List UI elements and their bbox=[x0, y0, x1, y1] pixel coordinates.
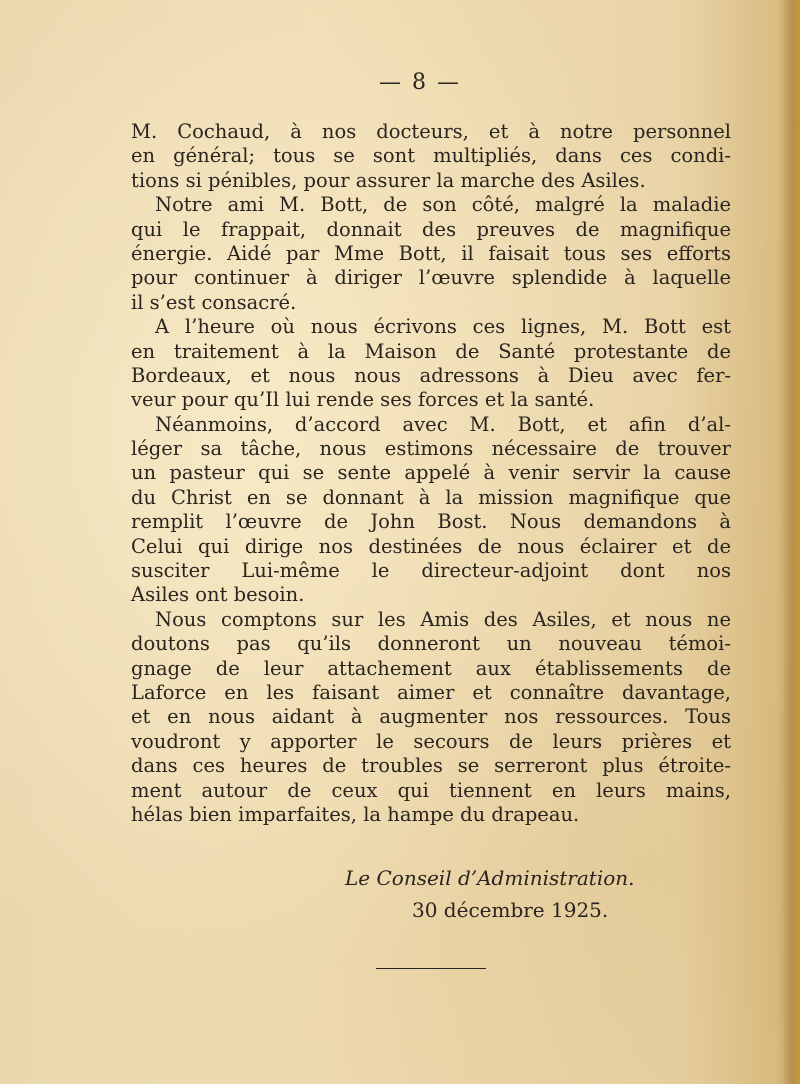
text-line: tions si pénibles, pour assurer la marche des Asiles. bbox=[131, 168, 646, 192]
body-text bbox=[131, 120, 731, 827]
text-line: remplit l’œuvre de John Bost. Nous demandons à bbox=[131, 510, 731, 534]
text-line: en traitement à la Maison de Santé protestante de bbox=[131, 339, 731, 363]
text-line: M. Cochaud, à nos docteurs, et à notre personnel bbox=[131, 120, 731, 143]
signature: Le Conseil d’Administration. bbox=[345, 866, 635, 890]
text-line: qui le frappait, donnait des preuves de magnifique bbox=[131, 217, 731, 241]
text-line: voudront y apporter le secours de leurs prières et bbox=[131, 729, 731, 753]
text-line: veur pour qu’Il lui rende ses forces et la santé. bbox=[131, 388, 595, 412]
text-line: A l’heure où nous écrivons ces lignes, M. Bott est bbox=[155, 315, 731, 339]
text-line: pour continuer à diriger l’œuvre splendide à laquelle bbox=[131, 266, 731, 290]
text-line: Nous comptons sur les Amis des Asiles, et nous ne bbox=[155, 607, 731, 631]
page-number: — 8 — bbox=[379, 70, 461, 95]
text-line: Néanmoins, d’accord avec M. Bott, et afin d’al- bbox=[155, 412, 731, 436]
text-line: et en nous aidant à augmenter nos ressources. Tous bbox=[131, 705, 731, 729]
text-line: Bordeaux, et nous nous adressons à Dieu avec fer- bbox=[131, 363, 731, 387]
text-line: ment autour de ceux qui tiennent en leurs mains, bbox=[131, 778, 731, 802]
text-line: Asiles ont besoin. bbox=[131, 583, 305, 607]
text-line: énergie. Aidé par Mme Bott, il faisait tous ses efforts bbox=[131, 241, 731, 265]
page-edge bbox=[782, 0, 800, 1084]
text-line: un pasteur qui se sente appelé à venir servir la cause bbox=[131, 461, 731, 485]
text-line: il s’est consacré. bbox=[131, 290, 297, 314]
text-line: léger sa tâche, nous estimons nécessaire de trouver bbox=[131, 437, 731, 461]
text-line: dans ces heures de troubles se serreront plus étroite- bbox=[131, 754, 731, 778]
text-line: Laforce en les faisant aimer et connaître davantage, bbox=[131, 680, 731, 704]
text-line: du Christ en se donnant à la mission magnifique que bbox=[131, 485, 731, 509]
text-line: hélas bien imparfaites, la hampe du drapeau. bbox=[131, 802, 580, 826]
text-line: doutons pas qu’ils donneront un nouveau témoi- bbox=[131, 632, 731, 656]
text-line: Notre ami M. Bott, de son côté, malgré la maladie bbox=[155, 193, 731, 217]
date-line: 30 décembre 1925. bbox=[412, 898, 609, 922]
text-line: en général; tous se sont multipliés, dans ces condi- bbox=[131, 144, 731, 168]
text-line: Celui qui dirige nos destinées de nous éclairer et de bbox=[131, 534, 731, 558]
closing-rule bbox=[376, 968, 486, 969]
text-line: gnage de leur attachement aux établissements de bbox=[131, 656, 731, 680]
text-line: susciter Lui-même le directeur-adjoint dont nos bbox=[131, 559, 731, 583]
